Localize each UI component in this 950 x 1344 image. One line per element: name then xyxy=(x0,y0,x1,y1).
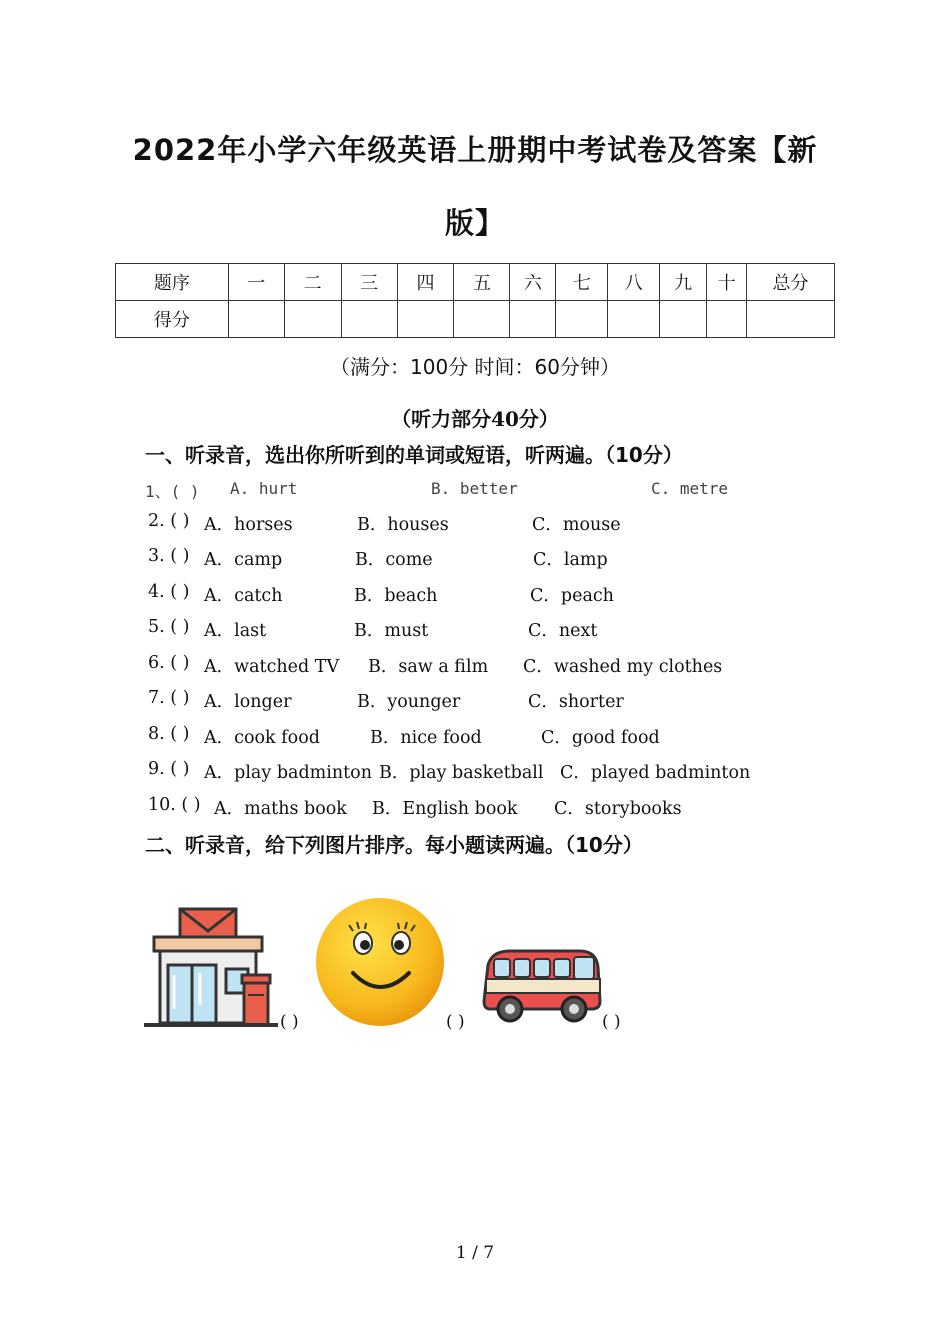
score-table-score-row xyxy=(116,301,835,338)
question-6-option-a[interactable]: A．watched TV xyxy=(204,657,340,677)
header-cell: 八 xyxy=(608,264,660,301)
question-3-option-c[interactable]: C．lamp xyxy=(533,550,608,570)
section2-title: 二、听录音，给下列图片排序。每小题读两遍。（10分） xyxy=(145,833,643,857)
question-1-option-a[interactable]: A. hurt xyxy=(230,479,298,498)
bus-icon xyxy=(480,945,602,1027)
page-number: 1 / 7 xyxy=(455,1243,495,1263)
question-6-option-c[interactable]: C．washed my clothes xyxy=(523,657,723,677)
question-9-option-c[interactable]: C．played badminton xyxy=(560,763,751,783)
score-table-header-row xyxy=(116,264,835,301)
exam-info: （满分：100分 时间：60分钟） xyxy=(330,355,620,379)
question-8-option-a[interactable]: A．cook food xyxy=(204,728,320,748)
question-8-option-c[interactable]: C．good food xyxy=(541,728,660,748)
picture-3-answer-blank[interactable]: ( ) xyxy=(602,1012,621,1032)
header-cell: 题序 xyxy=(116,264,229,301)
score-cell[interactable] xyxy=(747,301,835,338)
row-label: 得分 xyxy=(116,301,229,338)
header-cell: 四 xyxy=(397,264,454,301)
smiley-face-icon xyxy=(313,897,447,1029)
question-2-option-b[interactable]: B．houses xyxy=(357,515,449,535)
listening-part-heading: （听力部分40分） xyxy=(391,407,559,431)
question-4-option-a[interactable]: A．catch xyxy=(204,586,283,606)
picture-2-answer-blank[interactable]: ( ) xyxy=(446,1012,465,1032)
question-8-option-b[interactable]: B．nice food xyxy=(370,728,482,748)
question-7-option-a[interactable]: A．longer xyxy=(204,692,292,712)
question-4-option-c[interactable]: C．peach xyxy=(530,586,614,606)
header-cell: 十 xyxy=(707,264,747,301)
score-cell[interactable] xyxy=(228,301,284,338)
question-5-number: 5. ( ) xyxy=(148,617,190,637)
score-cell[interactable] xyxy=(556,301,608,338)
header-cell: 五 xyxy=(454,264,510,301)
question-10-number: 10. ( ) xyxy=(148,795,201,815)
header-cell: 总分 xyxy=(747,264,835,301)
score-cell[interactable] xyxy=(707,301,747,338)
question-7-option-b[interactable]: B．younger xyxy=(357,692,461,712)
question-5-option-c[interactable]: C．next xyxy=(528,621,598,641)
page-title-line1: 2022年小学六年级英语上册期中考试卷及答案【新 xyxy=(132,133,818,167)
question-7-option-c[interactable]: C．shorter xyxy=(528,692,624,712)
question-10-option-c[interactable]: C．storybooks xyxy=(554,799,682,819)
question-10-option-b[interactable]: B．English book xyxy=(372,799,518,819)
section1-title: 一、听录音，选出你所听到的单词或短语，听两遍。（10分） xyxy=(145,443,683,467)
header-cell: 九 xyxy=(660,264,707,301)
question-4-number: 4. ( ) xyxy=(148,582,190,602)
question-9-option-b[interactable]: B．play basketball xyxy=(379,763,544,783)
question-2-option-c[interactable]: C．mouse xyxy=(532,515,621,535)
score-table xyxy=(115,263,835,338)
question-4-option-b[interactable]: B．beach xyxy=(354,586,438,606)
picture-1-answer-blank[interactable]: ( ) xyxy=(280,1012,299,1032)
header-cell: 二 xyxy=(284,264,341,301)
question-3-number: 3. ( ) xyxy=(148,546,190,566)
score-cell[interactable] xyxy=(608,301,660,338)
question-6-option-b[interactable]: B．saw a film xyxy=(368,657,489,677)
question-8-number: 8. ( ) xyxy=(148,724,190,744)
question-1-option-c[interactable]: C. metre xyxy=(651,479,729,498)
question-5-option-a[interactable]: A．last xyxy=(204,621,267,641)
question-9-number: 9. ( ) xyxy=(148,759,190,779)
question-3-option-a[interactable]: A．camp xyxy=(204,550,283,570)
question-7-number: 7. ( ) xyxy=(148,688,190,708)
question-6-number: 6. ( ) xyxy=(148,653,190,673)
question-9-option-a[interactable]: A．play badminton xyxy=(204,763,372,783)
page-title-line2: 版】 xyxy=(444,206,505,240)
question-2-number: 2. ( ) xyxy=(148,511,190,531)
question-3-option-b[interactable]: B．come xyxy=(355,550,433,570)
question-5-option-b[interactable]: B．must xyxy=(354,621,429,641)
header-cell: 七 xyxy=(556,264,608,301)
score-cell[interactable] xyxy=(454,301,510,338)
post-office-icon xyxy=(144,905,278,1029)
score-cell[interactable] xyxy=(660,301,707,338)
question-1-number: 1、( ) xyxy=(145,482,200,501)
header-cell: 一 xyxy=(228,264,284,301)
score-cell[interactable] xyxy=(341,301,397,338)
header-cell: 三 xyxy=(341,264,397,301)
score-cell[interactable] xyxy=(284,301,341,338)
score-cell[interactable] xyxy=(397,301,454,338)
header-cell: 六 xyxy=(510,264,556,301)
question-10-option-a[interactable]: A．maths book xyxy=(214,799,347,819)
question-1-option-b[interactable]: B. better xyxy=(431,479,518,498)
score-cell[interactable] xyxy=(510,301,556,338)
question-2-option-a[interactable]: A．horses xyxy=(204,515,293,535)
